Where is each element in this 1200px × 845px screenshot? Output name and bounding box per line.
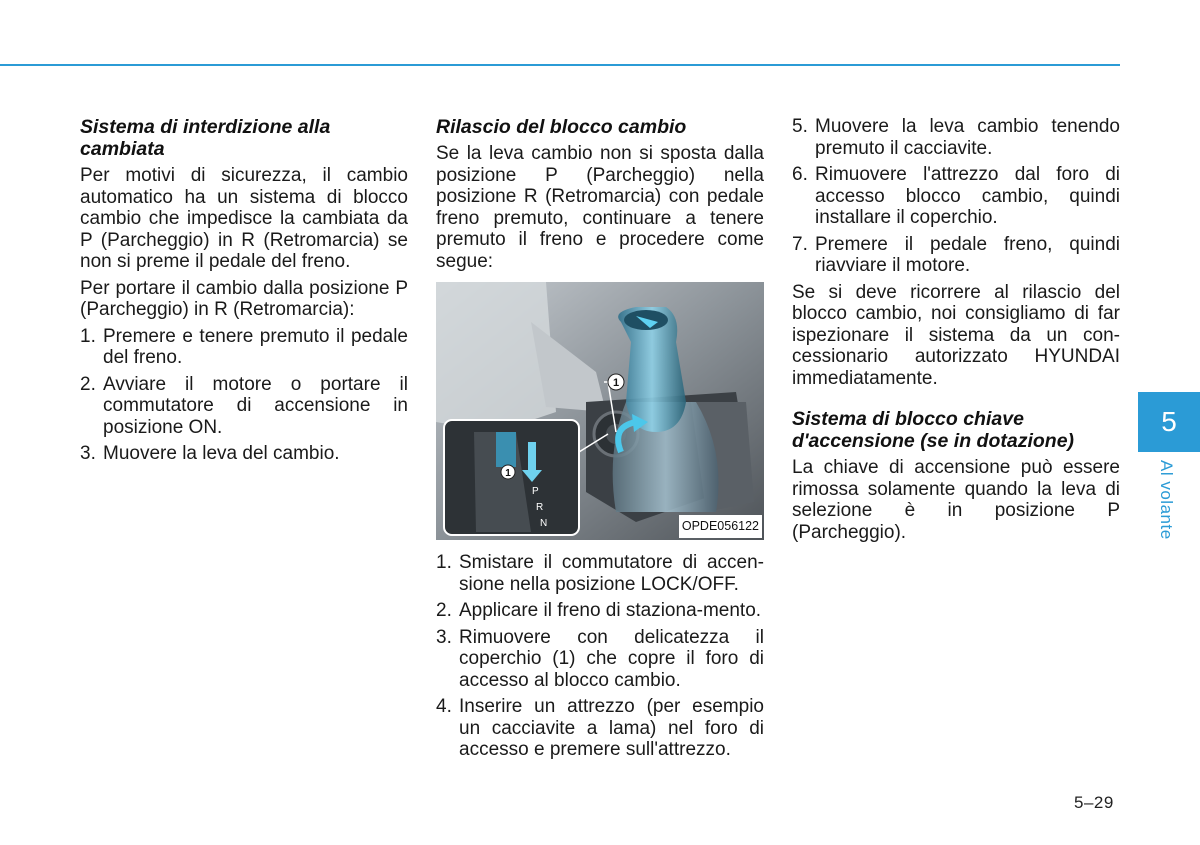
list-item xyxy=(80,326,408,369)
step-text: Rimuovere con delicatezza il coperchio (1) che copre il foro di accesso al blocco cambio. xyxy=(459,626,764,691)
gear-letter-n: N xyxy=(540,518,548,529)
steps-list xyxy=(80,326,408,465)
release-steps-list xyxy=(436,552,764,761)
step-number: 5. xyxy=(792,116,808,137)
header-rule xyxy=(0,64,1120,66)
section-heading-shift-lock-release: Rilascio del blocco cambio xyxy=(436,116,687,138)
list-item xyxy=(436,552,764,595)
chapter-label: Al volante xyxy=(1157,460,1176,540)
paragraph-key-lock: La chiave di accensione può essere rimossa solamente quando la leva di selezione è in posizione P (Parcheggio). xyxy=(792,457,1120,543)
list-item xyxy=(436,600,764,622)
callout-number: 1 xyxy=(612,377,620,389)
step-text: Inserire un attrezzo (per esempio un cacciavite a lama) nel foro di accesso e premere sull'attrezzo. xyxy=(459,696,764,760)
step-text: Muovere la leva del cambio. xyxy=(103,443,340,464)
list-item xyxy=(792,234,1120,277)
gear-letter-r: R xyxy=(536,502,544,513)
step-text: Rimuovere l'attrezzo dal foro di accesso blocco cambio, quindi installare il coperchio. xyxy=(815,164,1120,228)
gear-letter-p: P xyxy=(532,486,539,497)
step-number: 4. xyxy=(436,696,452,717)
figure-code: OPDE056122 xyxy=(679,515,762,539)
list-item xyxy=(792,164,1120,229)
spacer xyxy=(792,394,1120,408)
step-number: 6. xyxy=(792,164,808,185)
step-text: Avviare il motore o portare il commutatore di accensione in posizione ON. xyxy=(103,373,408,438)
step-number: 1. xyxy=(80,325,96,347)
chapter-tab xyxy=(1138,392,1200,452)
list-item xyxy=(80,374,408,439)
shift-lever-figure xyxy=(436,282,764,540)
step-number: 1. xyxy=(436,552,452,573)
column-right xyxy=(792,116,1120,548)
step-number: 7. xyxy=(792,233,808,255)
page-number: 5–29 xyxy=(1074,793,1114,812)
step-text: Applicare il freno di staziona-mento. xyxy=(459,600,762,621)
list-item xyxy=(80,443,408,465)
list-item xyxy=(436,696,764,761)
shift-lever-illustration xyxy=(436,282,764,540)
column-middle xyxy=(436,116,764,766)
svg-text:1: 1 xyxy=(505,468,511,479)
paragraph-release-intro: Se la leva cambio non si sposta dalla posizione P (Parcheggio) nella posizione R (Retromarcia) con pedale freno premuto, continuare a tenere premuto il freno e procedere come segue: xyxy=(436,143,764,272)
step-text: Smistare il commutatore di accen-sione nella posizione LOCK/OFF. xyxy=(459,552,764,595)
column-left xyxy=(80,116,408,470)
step-number: 3. xyxy=(436,626,452,648)
step-text: Muovere la leva cambio tenendo premuto il cacciavite. xyxy=(815,116,1120,159)
step-text: Premere e tenere premuto il pedale del freno. xyxy=(103,325,408,368)
release-steps-continued xyxy=(792,116,1120,277)
section-heading-shift-lock: Sistema di interdizione alla cambiata xyxy=(80,116,331,160)
step-number: 2. xyxy=(436,600,452,621)
step-number: 3. xyxy=(80,443,96,464)
step-number: 2. xyxy=(80,373,96,395)
list-item xyxy=(792,116,1120,159)
list-item xyxy=(436,627,764,692)
section-heading-key-lock: Sistema di blocco chiave d'accensione (se in dotazione) xyxy=(792,408,1075,452)
paragraph-intro: Per motivi di sicurezza, il cambio automatico ha un sistema di blocco cambio che impedisce la cambiata da P (Parcheggio) in R (Retromarcia) se non si preme il pedale del freno. xyxy=(80,165,408,272)
chapter-number: 5 xyxy=(1161,406,1177,437)
step-text: Premere il pedale freno, quindi riavviare il motore. xyxy=(815,233,1120,276)
paragraph-instructions: Per portare il cambio dalla posizione P (Parcheggio) in R (Retromarcia): xyxy=(80,277,408,320)
paragraph-dealer-advice: Se si deve ricorrere al rilascio del blocco cambio, noi consigliamo di far ispezionare il sistema da un con-cessionario autorizzato HYUNDAI immediatamente. xyxy=(792,281,1120,389)
